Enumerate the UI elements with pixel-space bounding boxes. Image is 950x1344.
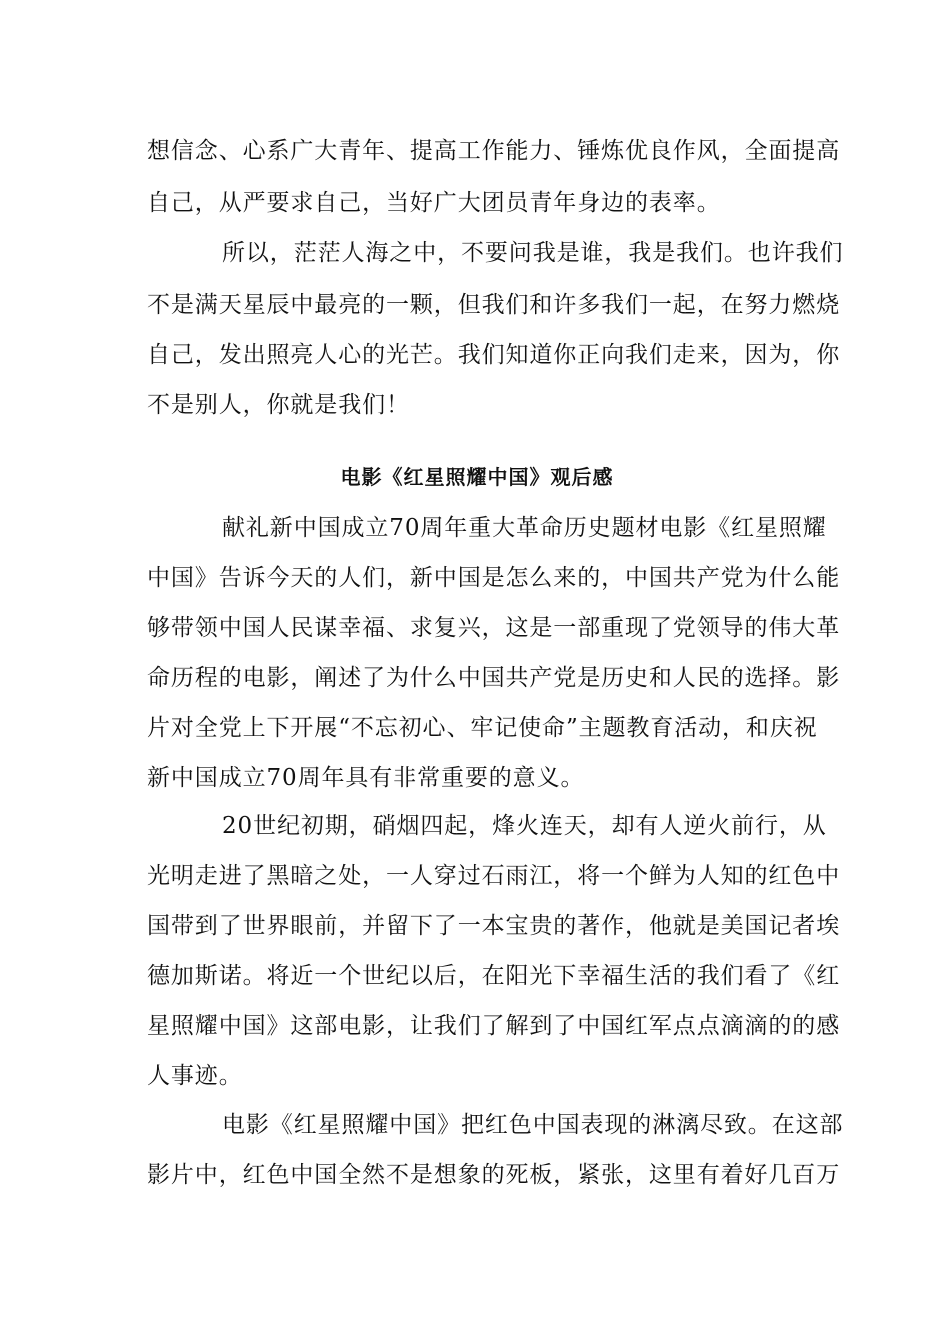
paragraph-line: 国带到了世界眼前，并留下了一本宝贵的著作，他就是美国记者埃 (147, 913, 841, 939)
paragraph-line: 不是别人，你就是我们！ (147, 392, 410, 418)
paragraph-line: 想信念、心系广大青年、提高工作能力、锤炼优良作风，全面提高 (147, 138, 841, 164)
paragraph-line: 献礼新中国成立70周年重大革命历史题材电影《红星照耀 (222, 515, 827, 541)
paragraph-line: 自己，从严要求自己，当好广大团员青年身边的表率。 (147, 190, 721, 216)
paragraph-line: 不是满天星辰中最亮的一颗，但我们和许多我们一起，在努力燃烧 (147, 292, 841, 318)
paragraph-line: 星照耀中国》这部电影，让我们了解到了中国红军点点滴滴的的感 (147, 1013, 841, 1039)
paragraph-line: 人事迹。 (147, 1063, 243, 1089)
paragraph-line: 影片中，红色中国全然不是想象的死板，紧张，这里有着好几百万 (147, 1162, 841, 1188)
paragraph-line: 电影《红星照耀中国》把红色中国表现的淋漓尽致。在这部 (222, 1112, 844, 1138)
paragraph-line: 够带领中国人民谋幸福、求复兴，这是一部重现了党领导的伟大革 (147, 615, 841, 641)
paragraph-line: 光明走进了黑暗之处，一人穿过石雨江，将一个鲜为人知的红色中 (147, 863, 841, 889)
section-title: 电影《红星照耀中国》观后感 (340, 465, 614, 489)
paragraph-line: 所以，茫茫人海之中，不要问我是谁，我是我们。也许我们 (222, 240, 844, 266)
paragraph-line: 新中国成立70周年具有非常重要的意义。 (147, 765, 585, 791)
paragraph-line: 德加斯诺。将近一个世纪以后，在阳光下幸福生活的我们看了《红 (147, 963, 841, 989)
paragraph-line: 自己，发出照亮人心的光芒。我们知道你正向我们走来，因为，你 (147, 342, 841, 368)
paragraph-line: 20世纪初期，硝烟四起，烽火连天，却有人逆火前行，从 (222, 813, 827, 839)
paragraph-line: 片对全党上下开展“不忘初心、牢记使命”主题教育活动，和庆祝 (147, 715, 818, 741)
paragraph-line: 命历程的电影，阐述了为什么中国共产党是历史和人民的选择。影 (147, 665, 841, 691)
paragraph-line: 中国》告诉今天的人们，新中国是怎么来的，中国共产党为什么能 (147, 565, 841, 591)
